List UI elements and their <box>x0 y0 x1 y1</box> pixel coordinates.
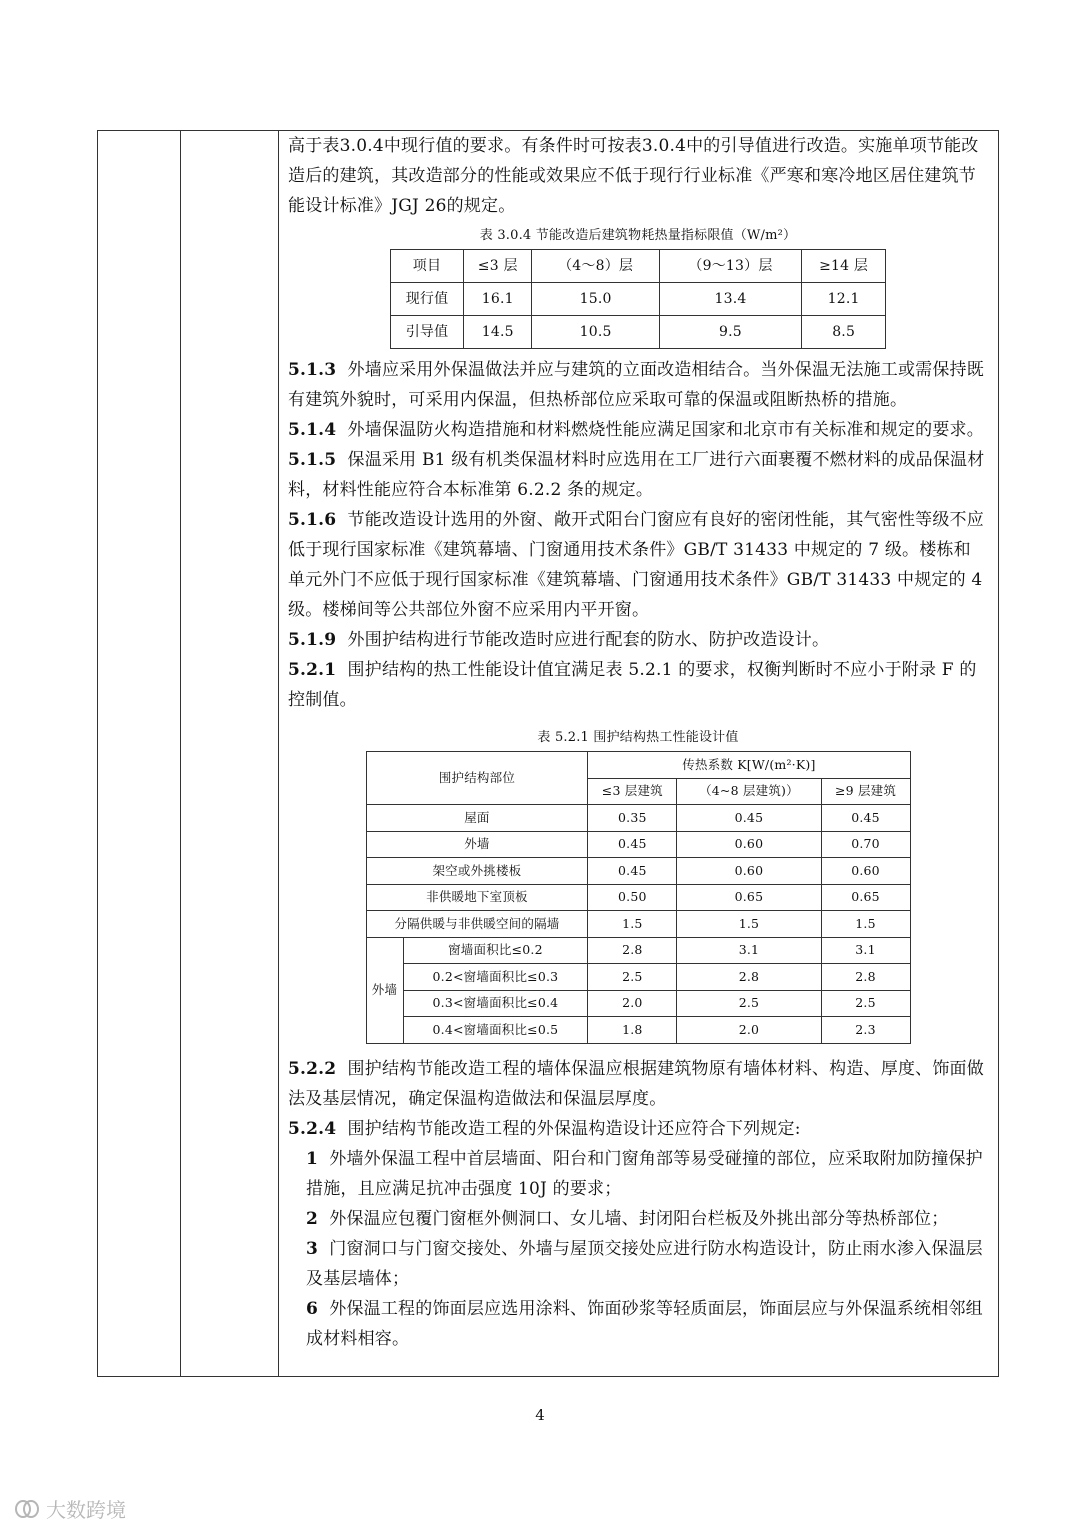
table-cell: 1.5 <box>677 911 821 938</box>
table-cell: 14.5 <box>464 316 532 349</box>
table-header-cell: ≥14 层 <box>802 250 886 283</box>
table-cell: 外墙 <box>366 831 588 858</box>
table-cell: 架空或外挑楼板 <box>366 858 588 885</box>
clause-5-2-2: 5.2.2 围护结构节能改造工程的墙体保温应根据建筑物原有墙体材料、构造、厚度、饰面做法及基层情况，确定保温构造做法和保温层厚度。 <box>288 1058 984 1109</box>
table-cell: 0.35 <box>588 805 677 832</box>
clause-5-1-6: 5.1.6 节能改造设计选用的外窗、敞开式阳台门窗应有良好的密闭性能，其气密性等级不应低于现行国家标准《建筑幕墙、门窗通用技术条件》GB/T 31433 中规定的 7 级。楼栋和单元外门不应低于现行国家标准《建筑幕墙、门窗通用技术条件》GB/T 31433 中规定的 4 级。楼梯间等公共部位外窗不应采用内平开窗。 <box>288 510 984 620</box>
table-cell: 0.60 <box>677 858 821 885</box>
content-column <box>288 131 988 1354</box>
table-header-cell: （4～8）层 <box>532 250 659 283</box>
table-cell: 13.4 <box>659 283 802 316</box>
table-cell: 3.1 <box>821 937 910 964</box>
table-row <box>391 250 886 283</box>
table-cell: 0.2<窗墙面积比≤0.3 <box>403 964 588 991</box>
table-row <box>366 911 910 938</box>
list-item: 2 外保温应包覆门窗框外侧洞口、女儿墙、封闭阳台栏板及外挑出部分等热桥部位； <box>306 1208 949 1229</box>
table-cell: 3.1 <box>677 937 821 964</box>
table-row <box>366 964 910 991</box>
table-cell: 12.1 <box>802 283 886 316</box>
clause-5-2-4: 5.2.4 围护结构节能改造工程的外保温构造设计还应符合下列规定: <box>288 1118 801 1139</box>
table-row <box>366 990 910 1017</box>
table-cell: 0.4<窗墙面积比≤0.5 <box>403 1017 588 1044</box>
table-cell: 15.0 <box>532 283 659 316</box>
table-cell: 1.5 <box>588 911 677 938</box>
table-cell: 引导值 <box>391 316 464 349</box>
table-row <box>366 884 910 911</box>
table1 <box>390 249 886 349</box>
table-cell: 非供暖地下室顶板 <box>366 884 588 911</box>
table-cell: 2.8 <box>588 937 677 964</box>
watermark-logo-icon <box>14 1498 40 1520</box>
table-cell: 0.60 <box>677 831 821 858</box>
intro-paragraph: 高于表3.0.4中现行值的要求。有条件时可按表3.0.4中的引导值进行改造。实施单项节能改造后的建筑，其改造部分的性能或效果应不低于现行行业标准《严寒和寒冷地区居住建筑节能设计标准》JGJ 26的规定。 <box>288 136 979 216</box>
table-cell: 1.8 <box>588 1017 677 1044</box>
table-cell: 0.60 <box>821 858 910 885</box>
table-cell: 0.45 <box>588 858 677 885</box>
page-number: 4 <box>535 1406 545 1424</box>
table-header-cell: ≤3 层建筑 <box>588 778 677 805</box>
table-cell: 16.1 <box>464 283 532 316</box>
table-header-cell: （4~8 层建筑)） <box>677 778 821 805</box>
table-row <box>366 805 910 832</box>
table-cell: 2.5 <box>821 990 910 1017</box>
watermark <box>14 1494 126 1523</box>
table-row <box>391 316 886 349</box>
table-header-cell: 项目 <box>391 250 464 283</box>
table1-caption: 表 3.0.4 节能改造后建筑物耗热量指标限值（W/m²） <box>479 228 797 243</box>
column-divider <box>278 131 279 1376</box>
table-cell: 0.45 <box>588 831 677 858</box>
table-cell: 2.5 <box>677 990 821 1017</box>
table-cell: 8.5 <box>802 316 886 349</box>
table-cell: 2.8 <box>677 964 821 991</box>
table-row <box>366 831 910 858</box>
table-cell: 1.5 <box>821 911 910 938</box>
table-cell: 0.3<窗墙面积比≤0.4 <box>403 990 588 1017</box>
table-cell: 2.0 <box>588 990 677 1017</box>
table2-caption: 表 5.2.1 围护结构热工性能设计值 <box>537 730 739 745</box>
list-item: 1 外墙外保温工程中首层墙面、阳台和门窗角部等易受碰撞的部位，应采取附加防撞保护措施，且应满足抗冲击强度 10J 的要求； <box>306 1148 983 1199</box>
table-cell: 0.45 <box>821 805 910 832</box>
clause-5-2-1: 5.2.1 围护结构的热工性能设计值宜满足表 5.2.1 的要求，权衡判断时不应小于附录 F 的控制值。 <box>288 660 977 710</box>
table-cell: 2.3 <box>821 1017 910 1044</box>
document-frame <box>97 130 999 1377</box>
table-cell: 0.65 <box>677 884 821 911</box>
table-cell: 2.0 <box>677 1017 821 1044</box>
table-row <box>391 283 886 316</box>
list-item: 3 门窗洞口与门窗交接处、外墙与屋顶交接处应进行防水构造设计，防止雨水渗入保温层及基层墙体； <box>306 1238 983 1289</box>
table-cell: 0.70 <box>821 831 910 858</box>
table-cell: 2.5 <box>588 964 677 991</box>
table-cell: 0.65 <box>821 884 910 911</box>
table-cell: 外墙 <box>366 937 403 1043</box>
clause-5-1-4: 5.1.4 外墙保温防火构造措施和材料燃烧性能应满足国家和北京市有关标准和规定的要求。 <box>288 420 984 440</box>
table2 <box>366 751 911 1044</box>
clause-5-1-3: 5.1.3 外墙应采用外保温做法并应与建筑的立面改造相结合。当外保温无法施工或需保持既有建筑外貌时，可采用内保温，但热桥部位应采取可靠的保温或阻断热桥的措施。 <box>288 360 984 410</box>
table-cell: 2.8 <box>821 964 910 991</box>
table-row <box>366 1017 910 1044</box>
clause-5-1-9: 5.1.9 外围护结构进行节能改造时应进行配套的防水、防护改造设计。 <box>288 630 830 650</box>
column-divider <box>180 131 181 1376</box>
table-cell: 屋面 <box>366 805 588 832</box>
table-cell: 0.50 <box>588 884 677 911</box>
table-cell: 窗墙面积比≤0.2 <box>403 937 588 964</box>
table-cell: 现行值 <box>391 283 464 316</box>
list-item: 6 外保温工程的饰面层应选用涂料、饰面砂浆等轻质面层，饰面层应与外保温系统相邻组成材料相容。 <box>306 1298 983 1349</box>
table-cell: 0.45 <box>677 805 821 832</box>
table-header-cell: ≥9 层建筑 <box>821 778 910 805</box>
table-header-cell: 传热系数 K[W/(m²·K)] <box>588 752 910 779</box>
table-row <box>366 752 910 779</box>
table-row <box>366 858 910 885</box>
table-row <box>366 937 910 964</box>
clause-5-1-5: 5.1.5 保温采用 B1 级有机类保温材料时应选用在工厂进行六面裹覆不燃材料的成品保温材料，材料性能应符合本标准第 6.2.2 条的规定。 <box>288 450 985 500</box>
table-cell: 10.5 <box>532 316 659 349</box>
table-cell: 分隔供暖与非供暖空间的隔墙 <box>366 911 588 938</box>
table-cell: 9.5 <box>659 316 802 349</box>
table-header-cell: ≤3 层 <box>464 250 532 283</box>
table-header-cell: 围护结构部位 <box>366 752 588 805</box>
watermark-text: 大数跨境 <box>46 1498 126 1522</box>
table-header-cell: （9～13）层 <box>659 250 802 283</box>
